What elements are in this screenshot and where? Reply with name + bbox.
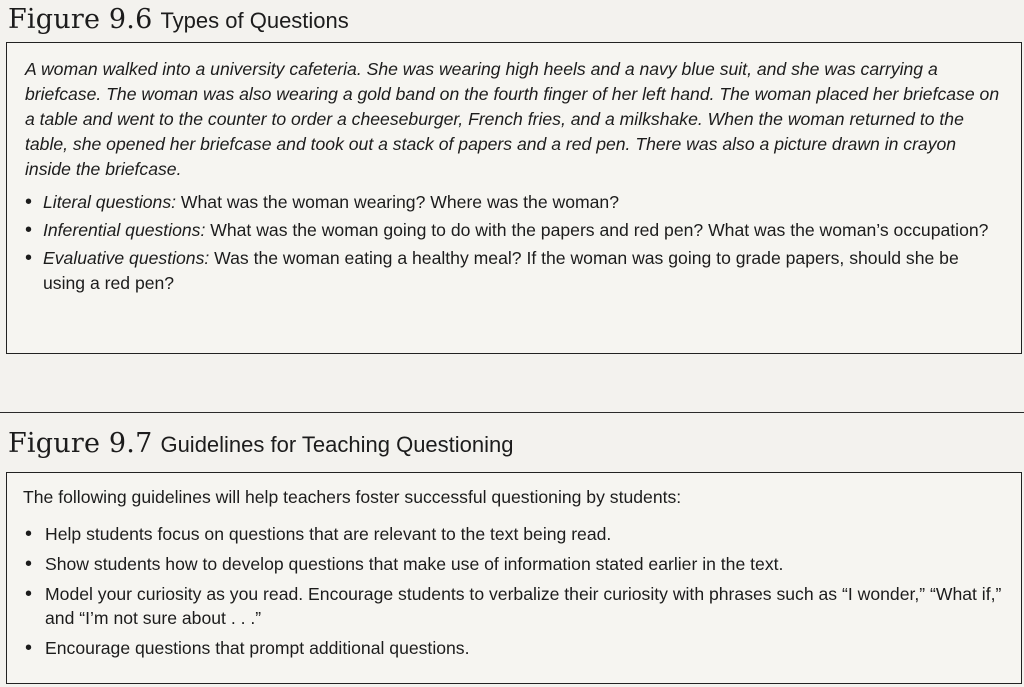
list-item: • Encourage questions that prompt additional questions. [23, 636, 1005, 660]
question-type-label: Literal questions: [43, 192, 177, 212]
list-item [25, 190, 1003, 215]
figure-9-6-number: Figure 9.6 [8, 4, 153, 35]
list-item [25, 246, 1003, 296]
figure-9-7-number: Figure 9.7 [8, 428, 153, 459]
question-examples: Was the woman eating a healthy meal? If the woman was going to grade papers, should she be using a red pen? [43, 248, 959, 293]
figure-9-6-title: Types of Questions [160, 8, 349, 33]
section-divider [0, 412, 1024, 413]
list-item: • Help students focus on questions that are relevant to the text being read. [23, 522, 1005, 546]
question-type-label: Inferential questions: [43, 220, 206, 240]
question-examples: What was the woman wearing? Where was the woman? [180, 192, 619, 212]
list-item: • Model your curiosity as you read. Encourage students to verbalize their curiosity with phrases such as “I wonder,” “What if,” and “I’m not sure about . . .” [23, 582, 1005, 630]
question-type-label: Evaluative questions: [43, 248, 210, 268]
figure-9-7-title: Guidelines for Teaching Questioning [160, 432, 514, 457]
figure-9-6-box [6, 42, 1022, 354]
guidelines-intro: The following guidelines will help teachers foster successful questioning by students: [23, 487, 682, 507]
figure-9-7-box [6, 472, 1022, 684]
guidelines-list [7, 522, 1021, 660]
list-item: • Show students how to develop questions that make use of information stated earlier in the text. [23, 552, 1005, 576]
story-paragraph: A woman walked into a university cafeteria. She was wearing high heels and a navy blue suit, and she was carrying a briefcase. The woman was also wearing a gold band on the fourth finger of her left hand. The woman placed her briefcase on a table and went to the counter to order a cheeseburger, French fries, and a milkshake. When the woman returned to the table, she opened her briefcase and took out a stack of papers and a red pen. There was also a picture drawn in crayon inside the briefcase. [25, 59, 1000, 179]
question-types-list [7, 190, 1021, 296]
figure-9-6-heading [8, 4, 349, 35]
figure-9-7-heading [8, 428, 514, 459]
question-examples: What was the woman going to do with the papers and red pen? What was the woman’s occupation? [210, 220, 989, 240]
list-item [25, 218, 1003, 243]
